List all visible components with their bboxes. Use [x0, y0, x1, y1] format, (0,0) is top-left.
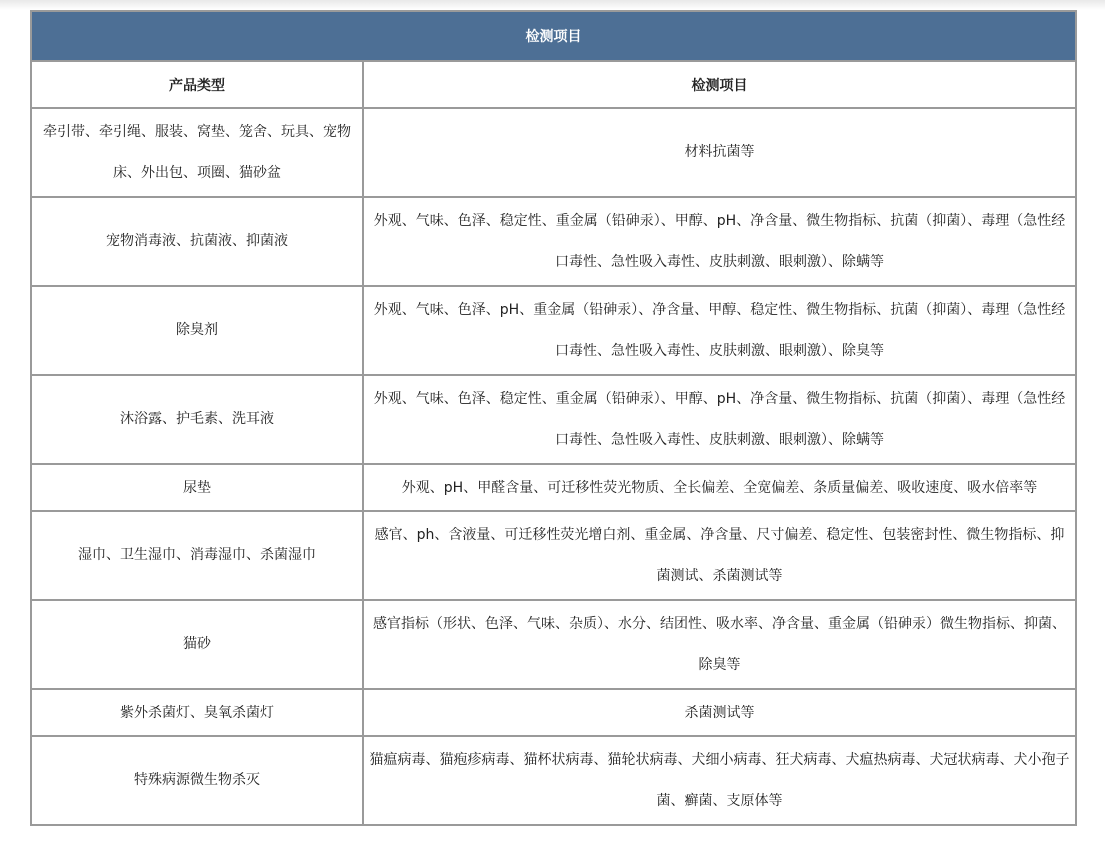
inspection-items-cell: 感官指标（形状、色泽、气味、杂质）、水分、结团性、吸水率、净含量、重金属（铅砷汞）微生物指标、抑菌、除臭等	[363, 600, 1076, 689]
table-row	[31, 197, 1076, 286]
table-title: 检测项目	[31, 11, 1076, 61]
product-type-cell: 牵引带、牵引绳、服装、窝垫、笼舍、玩具、宠物床、外出包、项圈、猫砂盆	[31, 108, 363, 197]
inspection-table	[30, 10, 1077, 826]
product-type-cell: 尿垫	[31, 464, 363, 511]
table-row	[31, 511, 1076, 600]
table-header-row	[31, 61, 1076, 108]
inspection-items-cell: 杀菌测试等	[363, 689, 1076, 736]
table-row	[31, 108, 1076, 197]
product-type-cell: 湿巾、卫生湿巾、消毒湿巾、杀菌湿巾	[31, 511, 363, 600]
product-type-cell: 猫砂	[31, 600, 363, 689]
table-row	[31, 689, 1076, 736]
product-type-cell: 紫外杀菌灯、臭氧杀菌灯	[31, 689, 363, 736]
table-row	[31, 286, 1076, 375]
header-inspection-items: 检测项目	[363, 61, 1076, 108]
table-row	[31, 736, 1076, 825]
product-type-cell: 沐浴露、护毛素、洗耳液	[31, 375, 363, 464]
inspection-items-cell: 材料抗菌等	[363, 108, 1076, 197]
table-title-row	[31, 11, 1076, 61]
table-row	[31, 464, 1076, 511]
top-shadow	[0, 0, 1105, 10]
product-type-cell: 宠物消毒液、抗菌液、抑菌液	[31, 197, 363, 286]
product-type-cell: 特殊病源微生物杀灭	[31, 736, 363, 825]
table-row	[31, 375, 1076, 464]
inspection-items-cell: 外观、气味、色泽、稳定性、重金属（铅砷汞）、甲醇、pH、净含量、微生物指标、抗菌（抑菌）、毒理（急性经口毒性、急性吸入毒性、皮肤刺激、眼刺激）、除螨等	[363, 375, 1076, 464]
table-row	[31, 600, 1076, 689]
inspection-items-cell: 猫瘟病毒、猫疱疹病毒、猫杯状病毒、猫轮状病毒、犬细小病毒、狂犬病毒、犬瘟热病毒、犬冠状病毒、犬小孢子菌、癣菌、支原体等	[363, 736, 1076, 825]
inspection-items-cell: 感官、ph、含液量、可迁移性荧光增白剂、重金属、净含量、尺寸偏差、稳定性、包装密封性、微生物指标、抑菌测试、杀菌测试等	[363, 511, 1076, 600]
header-product-type: 产品类型	[31, 61, 363, 108]
inspection-items-cell: 外观、气味、色泽、pH、重金属（铅砷汞）、净含量、甲醇、稳定性、微生物指标、抗菌（抑菌）、毒理（急性经口毒性、急性吸入毒性、皮肤刺激、眼刺激）、除臭等	[363, 286, 1076, 375]
inspection-items-cell: 外观、气味、色泽、稳定性、重金属（铅砷汞）、甲醇、pH、净含量、微生物指标、抗菌（抑菌）、毒理（急性经口毒性、急性吸入毒性、皮肤刺激、眼刺激）、除螨等	[363, 197, 1076, 286]
inspection-items-cell: 外观、pH、甲醛含量、可迁移性荧光物质、全长偏差、全宽偏差、条质量偏差、吸收速度、吸水倍率等	[363, 464, 1076, 511]
product-type-cell: 除臭剂	[31, 286, 363, 375]
